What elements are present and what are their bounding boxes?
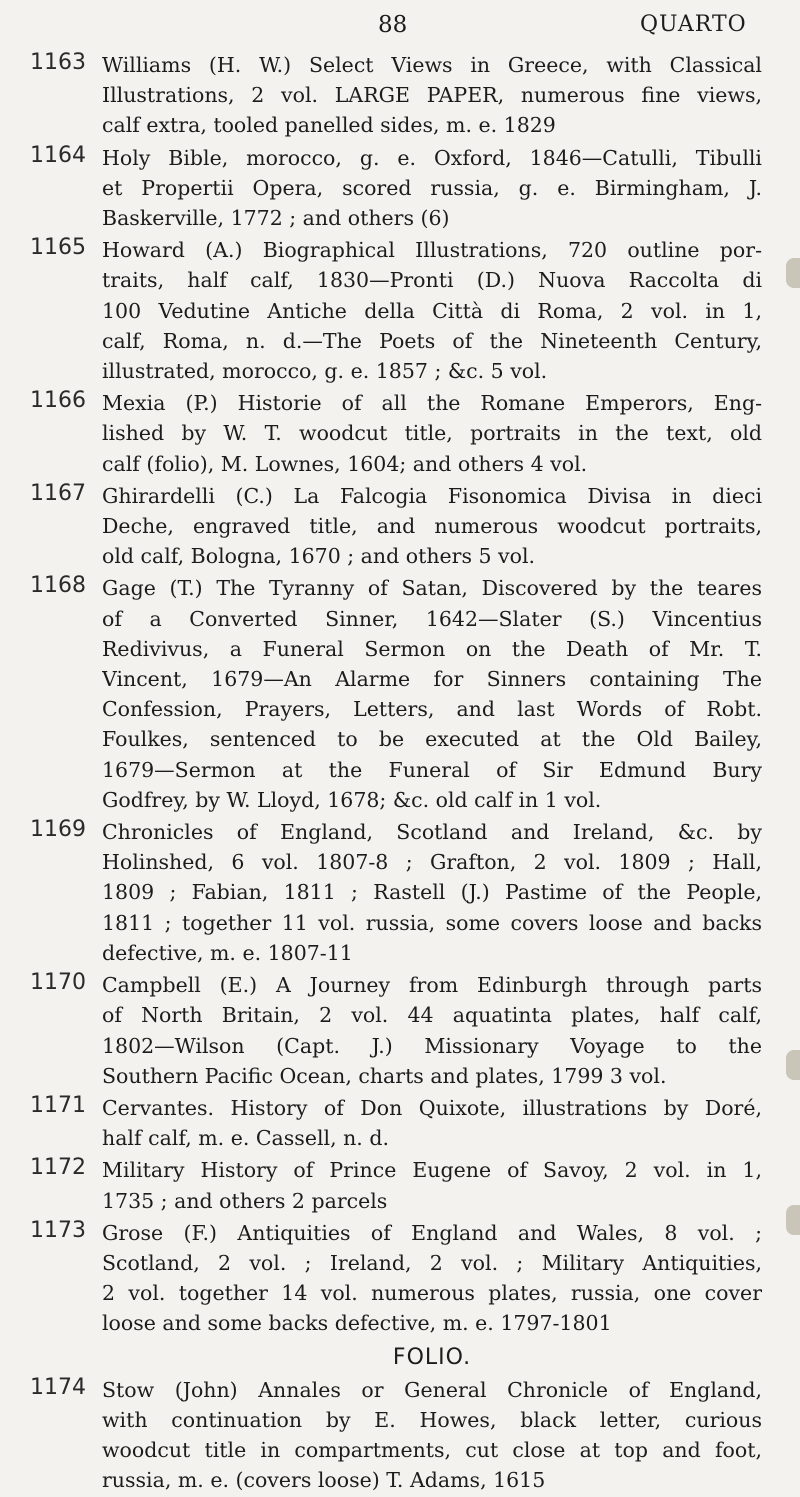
lot-entry [0, 50, 800, 141]
description-line: Ghirardelli (C.) La Falcogia Fisonomica Divisa in dieci [102, 483, 762, 508]
lot-entry [0, 388, 800, 479]
description-line: Scotland, 2 vol. ; Ireland, 2 vol. ; Military Antiquities, [102, 1250, 762, 1275]
lot-description [102, 817, 762, 968]
lot-entry [0, 1155, 800, 1215]
lot-entry [0, 817, 800, 968]
description-line: Campbell (E.) A Journey from Edinburgh through parts [102, 973, 762, 998]
lot-description [102, 970, 762, 1091]
lot-list [0, 50, 800, 1497]
description-line: 1811 ; together 11 vol. russia, some covers loose and backs [102, 910, 762, 935]
lot-number: 1163 [30, 50, 86, 75]
lot-number: 1169 [30, 817, 86, 843]
description-line: loose and some backs defective, m. e. 1797-1801 [102, 1311, 612, 1336]
lot-entry [0, 481, 800, 572]
description-line: et Propertii Opera, scored russia, g. e. Birmingham, J. [102, 175, 762, 200]
lot-entry [0, 1375, 800, 1496]
lot-number: 1165 [30, 235, 86, 261]
lot-number: 1173 [30, 1217, 86, 1243]
description-line: Stow (John) Annales or General Chronicle of England, [102, 1377, 762, 1402]
lot-entry [0, 573, 800, 815]
lot-description [102, 1218, 762, 1339]
description-line: Confession, Prayers, Letters, and last Words of Robt. [102, 697, 762, 722]
description-line: defective, m. e. 1807-11 [102, 940, 353, 965]
description-line: 100 Vedutine Antiche della Città di Roma, 2 vol. in 1, [102, 298, 762, 323]
description-line: Howard (A.) Biographical Illustrations, 720 outline por- [102, 238, 762, 263]
description-line: Gage (T.) The Tyranny of Satan, Discovered by the teares [102, 576, 762, 601]
lot-description [102, 50, 762, 141]
lot-number: 1174 [30, 1374, 86, 1400]
description-line: 1809 ; Fabian, 1811 ; Rastell (J.) Pastime of the People, [102, 880, 762, 905]
description-line: Grose (F.) Antiquities of England and Wales, 8 vol. ; [102, 1220, 762, 1245]
lot-description [102, 1093, 762, 1153]
running-head: QUARTO [640, 12, 747, 37]
description-line: Holinshed, 6 vol. 1807-8 ; Grafton, 2 vol. 1809 ; Hall, [102, 850, 762, 875]
description-line: 2 vol. together 14 vol. numerous plates, russia, one cover [102, 1281, 762, 1306]
description-line: Godfrey, by W. Lloyd, 1678; &c. old calf in 1 vol. [102, 787, 602, 812]
lot-description [102, 481, 762, 572]
lot-number: 1172 [30, 1155, 86, 1181]
lot-entry [0, 235, 800, 386]
description-line: russia, m. e. (covers loose) T. Adams, 1615 [102, 1468, 546, 1493]
description-line: 1679—Sermon at the Funeral of Sir Edmund Bury [102, 757, 762, 782]
page-header [0, 12, 800, 44]
lot-description [102, 1155, 762, 1215]
description-line: Illustrations, 2 vol. LARGE PAPER, numerous fine views, [102, 83, 762, 108]
page-number: 88 [378, 12, 408, 38]
description-line: Southern Pacific Ocean, charts and plates, 1799 3 vol. [102, 1063, 667, 1088]
description-line: Deche, engraved title, and numerous woodcut portraits, [102, 514, 762, 539]
description-line: of North Britain, 2 vol. 44 aquatinta plates, half calf, [102, 1003, 762, 1028]
description-line: Vincent, 1679—An Alarme for Sinners containing The [102, 667, 762, 692]
description-line: calf (folio), M. Lownes, 1604; and others 4 vol. [102, 451, 588, 476]
description-line: Mexia (P.) Historie of all the Romane Emperors, Eng- [102, 391, 762, 416]
lot-description [102, 143, 762, 234]
description-line: Williams (H. W.) Select Views in Greece, with Classical [102, 53, 762, 77]
description-line: 1735 ; and others 2 parcels [102, 1188, 388, 1213]
lot-entry [0, 143, 800, 234]
lot-entry [0, 1093, 800, 1153]
description-line: half calf, m. e. Cassell, n. d. [102, 1126, 389, 1151]
description-line: of a Converted Sinner, 1642—Slater (S.) Vincentius [102, 606, 762, 631]
lot-number: 1168 [30, 573, 86, 599]
section-heading: FOLIO. [392, 1344, 472, 1370]
lot-description [102, 235, 762, 386]
description-line: lished by W. T. woodcut title, portraits in the text, old [102, 421, 762, 446]
lot-description [102, 573, 762, 815]
lot-description [102, 388, 762, 479]
description-line: Redivivus, a Funeral Sermon on the Death of Mr. T. [102, 636, 762, 661]
description-line: Foulkes, sentenced to be executed at the Old Bailey, [102, 727, 762, 752]
description-line: old calf, Bologna, 1670 ; and others 5 vol. [102, 544, 536, 569]
lot-number: 1166 [30, 388, 86, 414]
description-line: with continuation by E. Howes, black letter, curious [102, 1407, 762, 1432]
lot-number: 1170 [30, 970, 86, 996]
description-line: illustrated, morocco, g. e. 1857 ; &c. 5 vol. [102, 359, 548, 384]
description-line: Holy Bible, morocco, g. e. Oxford, 1846—Catulli, Tibulli [102, 145, 762, 170]
lot-number: 1171 [30, 1092, 86, 1118]
lot-entry [0, 970, 800, 1091]
description-line: Cervantes. History of Don Quixote, illustrations by Doré, [102, 1095, 762, 1120]
lot-number: 1167 [30, 480, 86, 506]
description-line: woodcut title in compartments, cut close at top and foot, [102, 1437, 762, 1462]
description-line: 1802—Wilson (Capt. J.) Missionary Voyage to the [102, 1033, 762, 1058]
description-line: Military History of Prince Eugene of Savoy, 2 vol. in 1, [102, 1158, 762, 1183]
description-line: traits, half calf, 1830—Pronti (D.) Nuova Raccolta di [102, 268, 762, 293]
lot-description [102, 1375, 762, 1496]
description-line: calf extra, tooled panelled sides, m. e. 1829 [102, 113, 556, 138]
lot-entry [0, 1218, 800, 1339]
description-line: Baskerville, 1772 ; and others (6) [102, 206, 450, 231]
lot-number: 1164 [30, 142, 86, 168]
description-line: Chronicles of England, Scotland and Ireland, &c. by [102, 820, 762, 845]
description-line: calf, Roma, n. d.—The Poets of the Nineteenth Century, [102, 328, 762, 353]
